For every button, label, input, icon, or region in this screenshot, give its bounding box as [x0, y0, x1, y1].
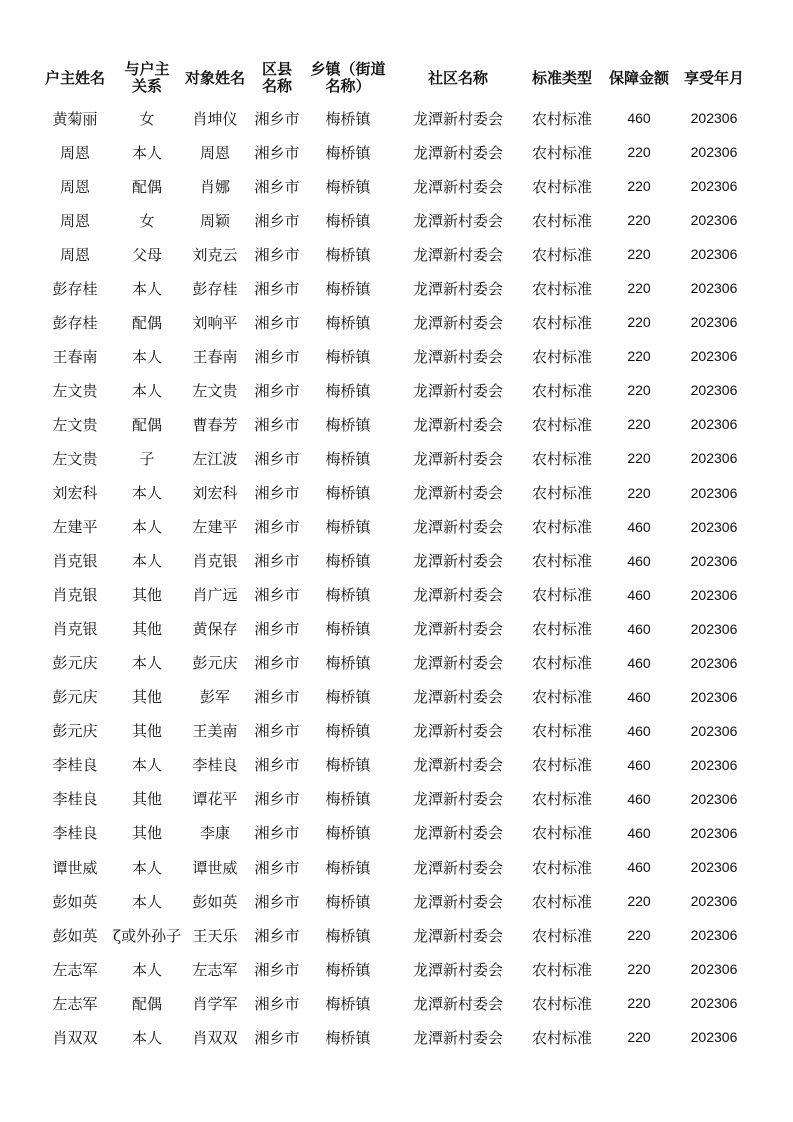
cell-recipient-name: 李康 — [199, 824, 230, 843]
cell-relation: 其他 — [131, 688, 162, 707]
cell-household-head: 谭世威 — [52, 858, 98, 877]
cell-county: 湘乡市 — [254, 415, 300, 434]
cell-amount: 460 — [627, 518, 651, 535]
cell-county: 湘乡市 — [254, 994, 300, 1013]
cell-amount: 220 — [627, 995, 651, 1012]
cell-amount: 220 — [627, 246, 651, 263]
cell-town: 梅桥镇 — [325, 449, 371, 468]
header-period: 享受年月 — [683, 68, 744, 87]
cell-period: 202306 — [690, 178, 738, 195]
cell-recipient-name: 黄保存 — [192, 620, 238, 639]
cell-town: 梅桥镇 — [325, 654, 371, 673]
cell-standard-type: 农村标准 — [531, 177, 592, 196]
cell-community: 龙潭新村委会 — [412, 484, 503, 503]
cell-community: 龙潭新村委会 — [412, 245, 503, 264]
cell-recipient-name: 彭存桂 — [192, 279, 238, 298]
cell-town: 梅桥镇 — [325, 824, 371, 843]
cell-relation: 本人 — [131, 858, 162, 877]
cell-community: 龙潭新村委会 — [412, 415, 503, 434]
table-row — [0, 407, 793, 441]
cell-recipient-name: 左志军 — [192, 960, 238, 979]
cell-county: 湘乡市 — [254, 892, 300, 911]
cell-period: 202306 — [690, 314, 738, 331]
cell-period: 202306 — [690, 246, 738, 263]
cell-recipient-name: 彭元庆 — [192, 654, 238, 673]
cell-amount: 220 — [627, 1029, 651, 1046]
cell-community: 龙潭新村委会 — [412, 926, 503, 945]
cell-county: 湘乡市 — [254, 858, 300, 877]
cell-county: 湘乡市 — [254, 109, 300, 128]
header-town: 乡镇（街道 名称） — [310, 60, 386, 95]
table-row — [0, 135, 793, 169]
cell-period: 202306 — [690, 382, 738, 399]
cell-community: 龙潭新村委会 — [412, 143, 503, 162]
cell-recipient-name: 谭世威 — [192, 858, 238, 877]
cell-relation: 其他 — [131, 824, 162, 843]
cell-relation: 本人 — [131, 381, 162, 400]
cell-amount: 460 — [627, 688, 651, 705]
cell-county: 湘乡市 — [254, 552, 300, 571]
table-row — [0, 373, 793, 407]
cell-standard-type: 农村标准 — [531, 143, 592, 162]
cell-household-head: 彭如英 — [52, 926, 98, 945]
cell-county: 湘乡市 — [254, 143, 300, 162]
cell-county: 湘乡市 — [254, 1028, 300, 1047]
cell-amount: 220 — [627, 280, 651, 297]
cell-town: 梅桥镇 — [325, 518, 371, 537]
cell-town: 梅桥镇 — [325, 415, 371, 434]
cell-town: 梅桥镇 — [325, 245, 371, 264]
cell-standard-type: 农村标准 — [531, 654, 592, 673]
cell-county: 湘乡市 — [254, 824, 300, 843]
cell-standard-type: 农村标准 — [531, 347, 592, 366]
cell-household-head: 李桂良 — [52, 824, 98, 843]
cell-county: 湘乡市 — [254, 654, 300, 673]
cell-standard-type: 农村标准 — [531, 552, 592, 571]
cell-relation: 本人 — [131, 892, 162, 911]
cell-amount: 220 — [627, 927, 651, 944]
table-row — [0, 1020, 793, 1054]
cell-community: 龙潭新村委会 — [412, 449, 503, 468]
cell-town: 梅桥镇 — [325, 279, 371, 298]
cell-community: 龙潭新村委会 — [412, 790, 503, 809]
cell-household-head: 左文贵 — [52, 449, 98, 468]
cell-community: 龙潭新村委会 — [412, 824, 503, 843]
cell-household-head: 彭元庆 — [52, 654, 98, 673]
cell-recipient-name: 刘克云 — [192, 245, 238, 264]
cell-household-head: 左文贵 — [52, 381, 98, 400]
table-row — [0, 850, 793, 884]
cell-standard-type: 农村标准 — [531, 313, 592, 332]
cell-recipient-name: 左江波 — [192, 449, 238, 468]
cell-standard-type: 农村标准 — [531, 279, 592, 298]
cell-town: 梅桥镇 — [325, 790, 371, 809]
cell-community: 龙潭新村委会 — [412, 892, 503, 911]
cell-relation: 女 — [139, 109, 155, 128]
table-row — [0, 339, 793, 373]
cell-relation: 本人 — [131, 279, 162, 298]
cell-period: 202306 — [690, 144, 738, 161]
cell-relation: 本人 — [131, 143, 162, 162]
cell-county: 湘乡市 — [254, 347, 300, 366]
cell-town: 梅桥镇 — [325, 926, 371, 945]
cell-county: 湘乡市 — [254, 756, 300, 775]
cell-household-head: 彭存桂 — [52, 313, 98, 332]
cell-amount: 460 — [627, 756, 651, 773]
cell-relation: 子 — [139, 449, 155, 468]
cell-recipient-name: 王美南 — [192, 722, 238, 741]
cell-standard-type: 农村标准 — [531, 790, 592, 809]
cell-household-head: 黄菊丽 — [52, 109, 98, 128]
cell-standard-type: 农村标准 — [531, 1028, 592, 1047]
cell-period: 202306 — [690, 212, 738, 229]
cell-community: 龙潭新村委会 — [412, 960, 503, 979]
cell-household-head: 刘宏科 — [52, 484, 98, 503]
table-row — [0, 441, 793, 475]
cell-county: 湘乡市 — [254, 211, 300, 230]
cell-relation: 本人 — [131, 756, 162, 775]
cell-standard-type: 农村标准 — [531, 620, 592, 639]
cell-period: 202306 — [690, 961, 738, 978]
cell-town: 梅桥镇 — [325, 552, 371, 571]
cell-amount: 460 — [627, 110, 651, 126]
cell-relation: 本人 — [131, 484, 162, 503]
cell-standard-type: 农村标准 — [531, 211, 592, 230]
cell-amount: 220 — [627, 416, 651, 433]
cell-town: 梅桥镇 — [325, 722, 371, 741]
table-body — [0, 101, 793, 1054]
cell-period: 202306 — [690, 790, 738, 807]
cell-county: 湘乡市 — [254, 484, 300, 503]
cell-relation: 本人 — [131, 347, 162, 366]
cell-household-head: 肖克银 — [52, 586, 98, 605]
cell-county: 湘乡市 — [254, 518, 300, 537]
table-row — [0, 884, 793, 918]
cell-period: 202306 — [690, 450, 738, 467]
cell-community: 龙潭新村委会 — [412, 347, 503, 366]
table-row — [0, 203, 793, 237]
cell-recipient-name: 肖坤仪 — [192, 109, 238, 128]
table-row — [0, 986, 793, 1020]
table-row — [0, 578, 793, 612]
cell-relation: 本人 — [131, 654, 162, 673]
table-row — [0, 476, 793, 510]
cell-amount: 220 — [627, 212, 651, 229]
cell-relation: ζ或外孙子 — [112, 926, 182, 945]
cell-period: 202306 — [690, 586, 738, 603]
cell-town: 梅桥镇 — [325, 994, 371, 1013]
cell-recipient-name: 左建平 — [192, 518, 238, 537]
cell-community: 龙潭新村委会 — [412, 1028, 503, 1047]
cell-recipient-name: 肖双双 — [192, 1028, 238, 1047]
table-row — [0, 918, 793, 952]
header-standard-type: 标准类型 — [531, 68, 592, 87]
cell-standard-type: 农村标准 — [531, 722, 592, 741]
cell-amount: 460 — [627, 824, 651, 841]
cell-amount: 220 — [627, 178, 651, 195]
cell-relation: 本人 — [131, 1028, 162, 1047]
cell-period: 202306 — [690, 484, 738, 501]
cell-community: 龙潭新村委会 — [412, 688, 503, 707]
cell-standard-type: 农村标准 — [531, 415, 592, 434]
cell-standard-type: 农村标准 — [531, 484, 592, 503]
cell-amount: 460 — [627, 859, 651, 876]
cell-recipient-name: 肖娜 — [199, 177, 230, 196]
cell-household-head: 周恩 — [59, 177, 90, 196]
cell-community: 龙潭新村委会 — [412, 654, 503, 673]
cell-county: 湘乡市 — [254, 790, 300, 809]
cell-household-head: 周恩 — [59, 143, 90, 162]
table-row — [0, 714, 793, 748]
cell-recipient-name: 左文贵 — [192, 381, 238, 400]
cell-household-head: 彭元庆 — [52, 688, 98, 707]
cell-relation: 其他 — [131, 620, 162, 639]
cell-period: 202306 — [690, 620, 738, 637]
cell-community: 龙潭新村委会 — [412, 177, 503, 196]
cell-county: 湘乡市 — [254, 926, 300, 945]
cell-period: 202306 — [690, 722, 738, 739]
cell-standard-type: 农村标准 — [531, 892, 592, 911]
cell-town: 梅桥镇 — [325, 484, 371, 503]
table-row — [0, 305, 793, 339]
cell-relation: 本人 — [131, 960, 162, 979]
cell-standard-type: 农村标准 — [531, 449, 592, 468]
cell-recipient-name: 周颖 — [199, 211, 230, 230]
table-header — [0, 58, 793, 98]
cell-town: 梅桥镇 — [325, 1028, 371, 1047]
table-row — [0, 544, 793, 578]
cell-community: 龙潭新村委会 — [412, 994, 503, 1013]
cell-period: 202306 — [690, 280, 738, 297]
header-amount: 保障金额 — [608, 68, 669, 87]
cell-community: 龙潭新村委会 — [412, 518, 503, 537]
table-row — [0, 646, 793, 680]
cell-county: 湘乡市 — [254, 177, 300, 196]
cell-town: 梅桥镇 — [325, 892, 371, 911]
cell-household-head: 肖克银 — [52, 620, 98, 639]
cell-household-head: 彭存桂 — [52, 279, 98, 298]
cell-standard-type: 农村标准 — [531, 586, 592, 605]
table-row — [0, 612, 793, 646]
cell-town: 梅桥镇 — [325, 211, 371, 230]
cell-standard-type: 农村标准 — [531, 926, 592, 945]
cell-recipient-name: 彭军 — [199, 688, 230, 707]
table-row — [0, 748, 793, 782]
cell-recipient-name: 彭如英 — [192, 892, 238, 911]
cell-county: 湘乡市 — [254, 960, 300, 979]
cell-town: 梅桥镇 — [325, 313, 371, 332]
cell-town: 梅桥镇 — [325, 109, 371, 128]
cell-county: 湘乡市 — [254, 381, 300, 400]
cell-household-head: 彭元庆 — [52, 722, 98, 741]
cell-standard-type: 农村标准 — [531, 994, 592, 1013]
table-row — [0, 952, 793, 986]
cell-recipient-name: 王天乐 — [192, 926, 238, 945]
cell-standard-type: 农村标准 — [531, 688, 592, 707]
cell-household-head: 左文贵 — [52, 415, 98, 434]
cell-community: 龙潭新村委会 — [412, 381, 503, 400]
header-county: 区县 名称 — [261, 60, 292, 95]
cell-household-head: 肖双双 — [52, 1028, 98, 1047]
cell-town: 梅桥镇 — [325, 177, 371, 196]
cell-relation: 配偶 — [131, 415, 162, 434]
table-row — [0, 271, 793, 305]
cell-town: 梅桥镇 — [325, 858, 371, 877]
cell-county: 湘乡市 — [254, 449, 300, 468]
cell-amount: 220 — [627, 450, 651, 467]
cell-relation: 其他 — [131, 722, 162, 741]
cell-recipient-name: 周恩 — [199, 143, 230, 162]
table-row — [0, 101, 793, 135]
cell-standard-type: 农村标准 — [531, 858, 592, 877]
table-row — [0, 782, 793, 816]
cell-standard-type: 农村标准 — [531, 381, 592, 400]
cell-community: 龙潭新村委会 — [412, 552, 503, 571]
cell-community: 龙潭新村委会 — [412, 109, 503, 128]
table-row — [0, 169, 793, 203]
cell-recipient-name: 刘宏科 — [192, 484, 238, 503]
cell-period: 202306 — [690, 893, 738, 910]
cell-town: 梅桥镇 — [325, 143, 371, 162]
cell-period: 202306 — [690, 756, 738, 773]
cell-standard-type: 农村标准 — [531, 756, 592, 775]
cell-county: 湘乡市 — [254, 688, 300, 707]
cell-period: 202306 — [690, 995, 738, 1012]
header-community: 社区名称 — [427, 68, 488, 87]
cell-recipient-name: 肖广远 — [192, 586, 238, 605]
cell-relation: 其他 — [131, 790, 162, 809]
cell-community: 龙潭新村委会 — [412, 756, 503, 775]
cell-relation: 其他 — [131, 586, 162, 605]
cell-town: 梅桥镇 — [325, 756, 371, 775]
cell-household-head: 周恩 — [59, 245, 90, 264]
cell-recipient-name: 刘响平 — [192, 313, 238, 332]
cell-community: 龙潭新村委会 — [412, 313, 503, 332]
cell-amount: 220 — [627, 961, 651, 978]
cell-amount: 220 — [627, 314, 651, 331]
cell-county: 湘乡市 — [254, 313, 300, 332]
cell-county: 湘乡市 — [254, 586, 300, 605]
cell-amount: 460 — [627, 552, 651, 569]
header-household-head: 户主姓名 — [44, 68, 105, 87]
cell-town: 梅桥镇 — [325, 620, 371, 639]
cell-recipient-name: 曹春芳 — [192, 415, 238, 434]
cell-period: 202306 — [690, 1029, 738, 1046]
cell-community: 龙潭新村委会 — [412, 858, 503, 877]
cell-period: 202306 — [690, 348, 738, 365]
cell-household-head: 王春南 — [52, 347, 98, 366]
cell-relation: 本人 — [131, 552, 162, 571]
cell-period: 202306 — [690, 688, 738, 705]
cell-recipient-name: 李桂良 — [192, 756, 238, 775]
cell-period: 202306 — [690, 927, 738, 944]
cell-standard-type: 农村标准 — [531, 245, 592, 264]
cell-period: 202306 — [690, 654, 738, 671]
cell-town: 梅桥镇 — [325, 960, 371, 979]
cell-relation: 配偶 — [131, 994, 162, 1013]
cell-amount: 220 — [627, 144, 651, 161]
header-recipient-name: 对象姓名 — [184, 68, 245, 87]
cell-standard-type: 农村标准 — [531, 960, 592, 979]
cell-amount: 460 — [627, 620, 651, 637]
cell-community: 龙潭新村委会 — [412, 279, 503, 298]
cell-period: 202306 — [690, 824, 738, 841]
cell-relation: 本人 — [131, 518, 162, 537]
cell-standard-type: 农村标准 — [531, 109, 592, 128]
cell-amount: 460 — [627, 654, 651, 671]
cell-community: 龙潭新村委会 — [412, 586, 503, 605]
cell-recipient-name: 谭花平 — [192, 790, 238, 809]
cell-standard-type: 农村标准 — [531, 518, 592, 537]
cell-household-head: 彭如英 — [52, 892, 98, 911]
cell-period: 202306 — [690, 518, 738, 535]
cell-relation: 父母 — [131, 245, 162, 264]
cell-period: 202306 — [690, 552, 738, 569]
cell-period: 202306 — [690, 859, 738, 876]
cell-town: 梅桥镇 — [325, 688, 371, 707]
cell-household-head: 李桂良 — [52, 790, 98, 809]
cell-household-head: 周恩 — [59, 211, 90, 230]
cell-amount: 220 — [627, 348, 651, 365]
cell-county: 湘乡市 — [254, 245, 300, 264]
header-relation: 与户主 关系 — [124, 60, 170, 95]
cell-community: 龙潭新村委会 — [412, 620, 503, 639]
cell-amount: 460 — [627, 722, 651, 739]
cell-community: 龙潭新村委会 — [412, 722, 503, 741]
cell-period: 202306 — [690, 416, 738, 433]
cell-amount: 220 — [627, 382, 651, 399]
cell-household-head: 左志军 — [52, 994, 98, 1013]
cell-period: 202306 — [690, 110, 738, 126]
cell-county: 湘乡市 — [254, 620, 300, 639]
table-row — [0, 510, 793, 544]
cell-amount: 220 — [627, 893, 651, 910]
table-row — [0, 816, 793, 850]
cell-town: 梅桥镇 — [325, 347, 371, 366]
cell-recipient-name: 王春南 — [192, 347, 238, 366]
cell-county: 湘乡市 — [254, 279, 300, 298]
cell-recipient-name: 肖学军 — [192, 994, 238, 1013]
table-row — [0, 237, 793, 271]
cell-county: 湘乡市 — [254, 722, 300, 741]
cell-amount: 460 — [627, 586, 651, 603]
cell-household-head: 肖克银 — [52, 552, 98, 571]
cell-household-head: 李桂良 — [52, 756, 98, 775]
cell-amount: 460 — [627, 790, 651, 807]
cell-relation: 女 — [139, 211, 155, 230]
cell-relation: 配偶 — [131, 177, 162, 196]
cell-household-head: 左建平 — [52, 518, 98, 537]
cell-town: 梅桥镇 — [325, 381, 371, 400]
cell-community: 龙潭新村委会 — [412, 211, 503, 230]
cell-household-head: 左志军 — [52, 960, 98, 979]
cell-relation: 配偶 — [131, 313, 162, 332]
table-row — [0, 680, 793, 714]
cell-amount: 220 — [627, 484, 651, 501]
cell-town: 梅桥镇 — [325, 586, 371, 605]
cell-recipient-name: 肖克银 — [192, 552, 238, 571]
cell-standard-type: 农村标准 — [531, 824, 592, 843]
